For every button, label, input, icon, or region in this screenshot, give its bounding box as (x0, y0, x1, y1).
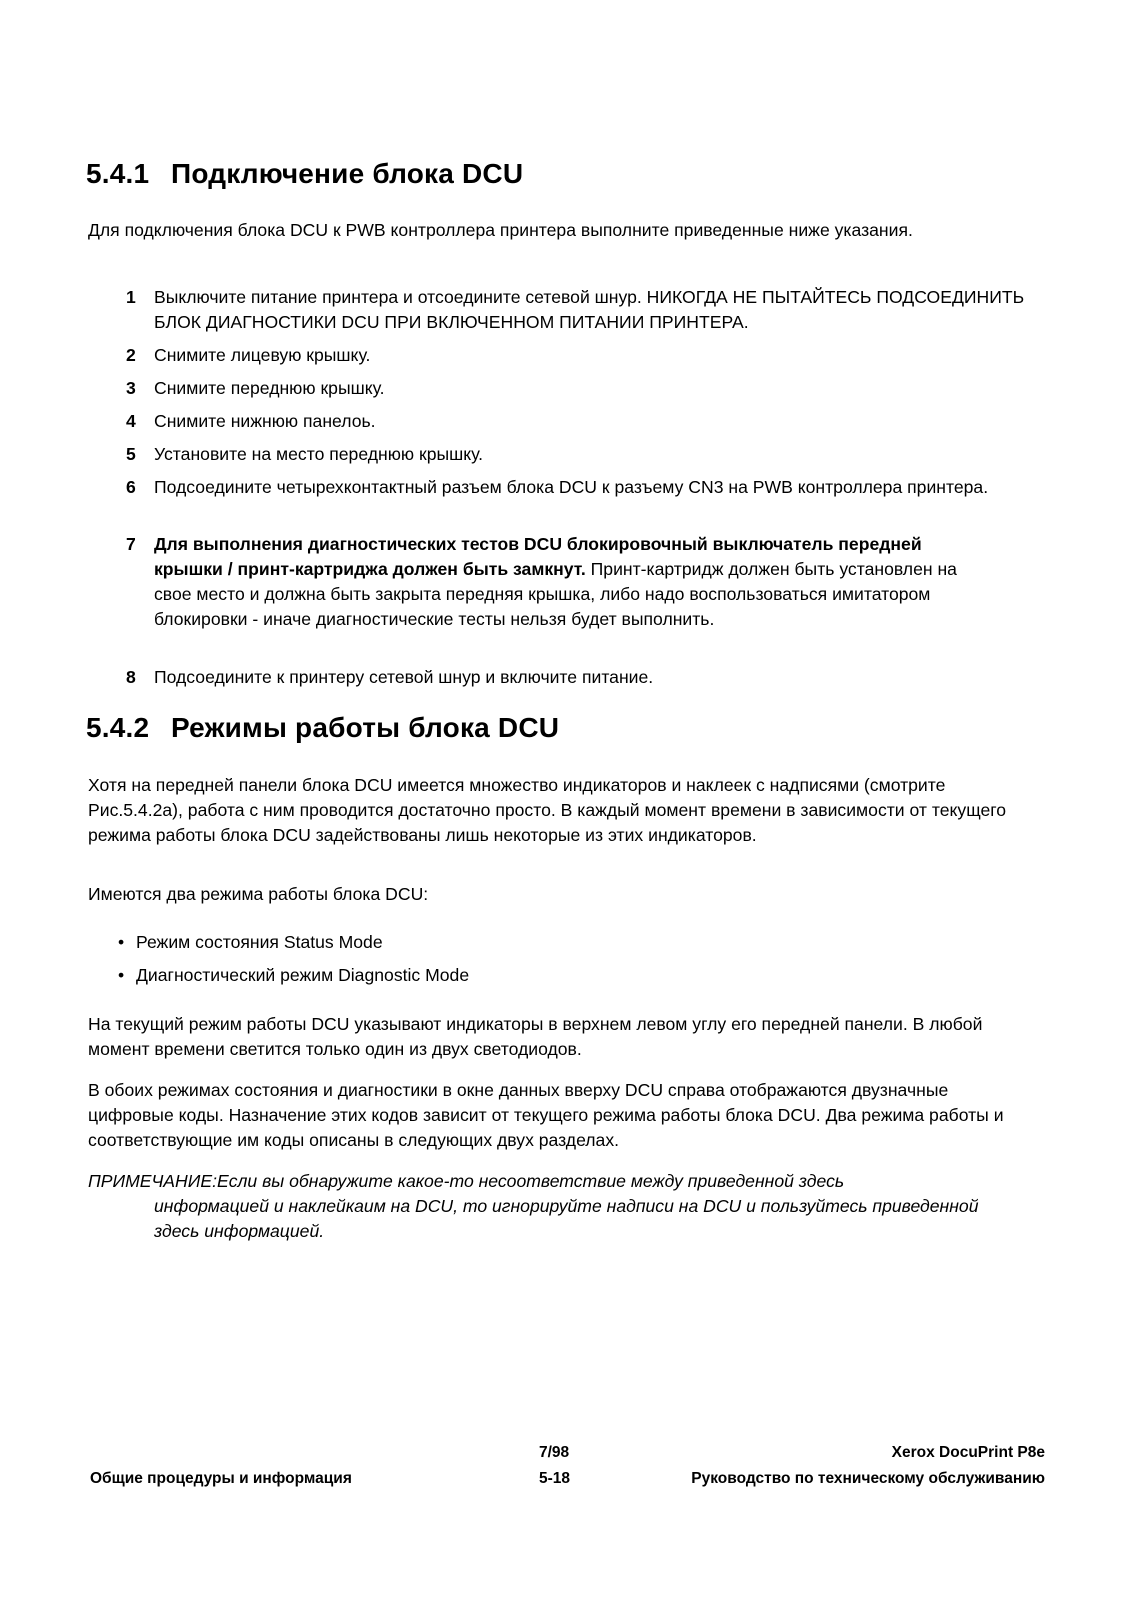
section-number: 5.4.1 (86, 158, 150, 189)
step-text-rest: Принт-картридж должен быть установлен на свое место и должна быть закрыта передняя крышка, либо надо воспользоваться имитатором блокировки - иначе диагностические тесты нельзя будет выполнить. (154, 559, 957, 629)
paragraph: Хотя на передней панели блока DCU имеется множество индикаторов и наклеек с надписями (смотрите Рис.5.4.2а), работа с ним проводится достаточно просто. В каждый момент времени в зависимости от текущего режима работы блока DCU задействованы лишь некоторые из этих индикаторов. (88, 775, 1007, 845)
step-number: 4 (126, 411, 136, 431)
bullet-icon: • (118, 965, 125, 985)
paragraph: В обоих режимах состояния и диагностики в окне данных вверху DCU справа отображаются двузначные цифровые коды. Назначение этих кодов зависит от текущего режима работы блока DCU. Два режима работы и соответствующие им коды описаны в следующих двух разделах. (88, 1080, 1004, 1150)
step-number: 1 (126, 287, 136, 307)
paragraph: На текущий режим работы DCU указывают индикаторы в верхнем левом углу его передней панели. В любой момент времени светится только один из двух светодиодов. (88, 1014, 983, 1059)
step-number: 6 (126, 477, 136, 497)
note-continuation: информацией и наклейкаим на DCU, то игнорируйте надписи на DCU и пользуйтесь приведенной здесь информацией. (154, 1196, 979, 1241)
step-text: Подсоедините к принтеру сетевой шнур и включите питание. (154, 667, 654, 687)
bullet-icon: • (118, 932, 125, 952)
footer-manual-title: Руководство по техническому обслуживанию (691, 1470, 1045, 1487)
section-heading-5-4-2 (86, 712, 559, 744)
step-text: Снимите лицевую крышку. (154, 345, 371, 365)
paragraph: Имеются два режима работы блока DCU: (88, 884, 429, 904)
list-item-text: Диагностический режим Diagnostic Mode (136, 965, 470, 985)
step-number: 3 (126, 378, 136, 398)
step-number: 5 (126, 444, 136, 464)
step-number: 8 (126, 667, 136, 687)
list-item-text: Режим состояния Status Mode (136, 932, 383, 952)
footer-section-title: Общие процедуры и информация (90, 1470, 352, 1487)
footer-date: 7/98 (539, 1444, 570, 1461)
step-text: Подсоедините четырехконтактный разъем блока DCU к разъему CN3 на PWB контроллера принтера. (154, 477, 989, 497)
step-bold-warning: Для выполнения диагностических тестов DCU блокировочный выключатель передней крышки / принт-картриджа должен быть замкнут. (154, 534, 922, 579)
step-text: Снимите нижнюю панелоь. (154, 411, 376, 431)
step-text (154, 532, 994, 632)
section-title: Режимы работы блока DCU (171, 712, 560, 743)
step-number: 7 (126, 534, 136, 554)
footer-page-number: 5-18 (539, 1470, 571, 1487)
step-number: 2 (126, 345, 136, 365)
step-text: Снимите переднюю крышку. (154, 378, 385, 398)
section-number: 5.4.2 (86, 712, 150, 743)
step-text: Установите на место переднюю крышку. (154, 444, 484, 464)
note (88, 1169, 1048, 1244)
section-title: Подключение блока DCU (171, 158, 524, 189)
footer-product: Xerox DocuPrint P8e (891, 1444, 1045, 1461)
step-text: Выключите питание принтера и отсоедините сетевой шнур. НИКОГДА НЕ ПЫТАЙТЕСЬ ПОДСОЕДИНИТЬ БЛОК ДИАГНОСТИКИ DCU ПРИ ВКЛЮЧЕННОМ ПИТАНИИ ПРИНТЕРА. (154, 287, 1025, 332)
intro-paragraph: Для подключения блока DCU к PWB контроллера принтера выполните приведенные ниже указания. (88, 220, 913, 240)
section-heading-5-4-1 (86, 158, 523, 190)
note-first-line: ПРИМЕЧАНИЕ:Если вы обнаружите какое-то несоответствие между приведенной здесь (88, 1171, 845, 1191)
